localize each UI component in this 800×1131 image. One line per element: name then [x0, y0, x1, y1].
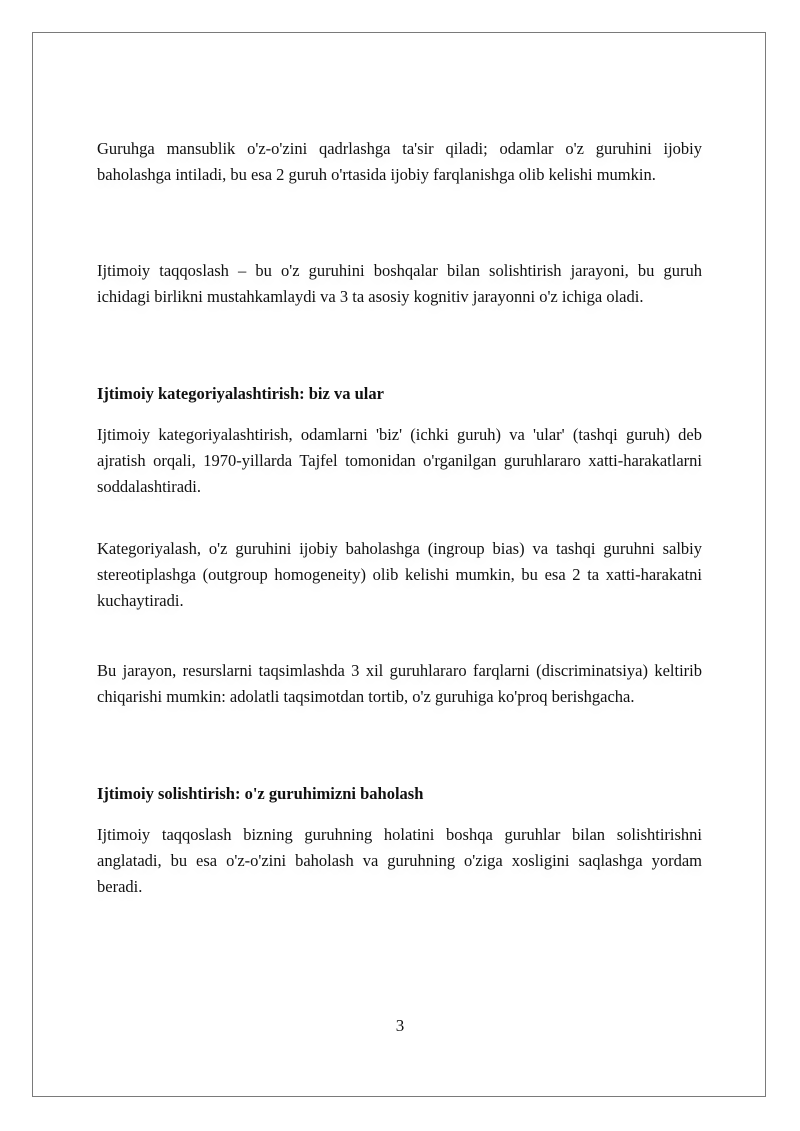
paragraph-categorization-bias: Kategoriyalash, o'z guruhini ijobiy baholashga (ingroup bias) va tashqi guruhni salbiy stereotiplashga (outgroup homogeneity) olib kelishi mumkin, bu esa 2 ta xatti-harakatni kuchaytiradi.: [97, 539, 702, 610]
page-number: 3: [395, 1016, 405, 1035]
paragraph-categorization-definition: Ijtimoiy kategoriyalashtirish, odamlarni 'biz' (ichki guruh) va 'ular' (tashqi guruh) deb ajratish orqali, 1970-yillarda Tajfel tomonidan o'rganilgan guruhlararo xatti-harakatlarni soddalashtiradi.: [97, 425, 702, 496]
paragraph-comparison-definition: Ijtimoiy taqqoslash bizning guruhning holatini boshqa guruhlar bilan solishtirishni anglatadi, bu esa o'z-o'zini baholash va guruhning o'ziga xosligini saqlashga yordam beradi.: [97, 825, 702, 896]
paragraph-resource-allocation: Bu jarayon, resurslarni taqsimlashda 3 xil guruhlararo farqlarni (discriminatsiya) keltirib chiqarishi mumkin: adolatli taqsimotdan tortib, o'z guruhiga ko'proq berishgacha.: [97, 661, 702, 706]
section-heading-comparison: Ijtimoiy solishtirish: o'z guruhimizni baholash: [97, 784, 424, 803]
paragraph-group-membership: Guruhga mansublik o'z-o'zini qadrlashga ta'sir qiladi; odamlar o'z guruhini ijobiy baholashga intiladi, bu esa 2 guruh o'rtasida ijobiy farqlanishga olib kelishi mumkin.: [97, 139, 702, 184]
paragraph-social-comparison: Ijtimoiy taqqoslash – bu o'z guruhini boshqalar bilan solishtirish jarayoni, bu guruh ichidagi birlikni mustahkamlaydi va 3 ta asosiy kognitiv jarayonni o'z ichiga oladi.: [97, 261, 702, 306]
section-heading-categorization: Ijtimoiy kategoriyalashtirish: biz va ular: [97, 384, 384, 403]
